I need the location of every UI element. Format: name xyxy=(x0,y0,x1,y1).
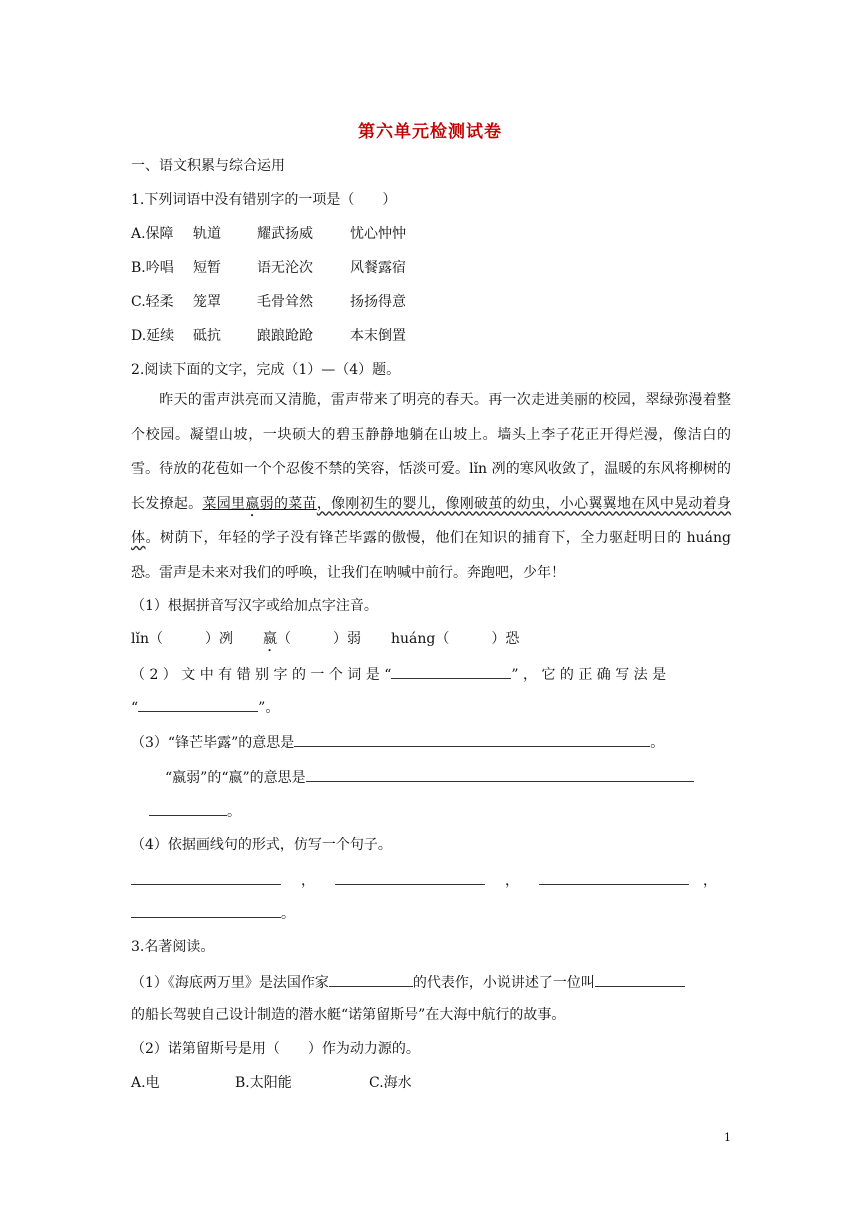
sub-question-4-blanks-cont xyxy=(131,903,295,924)
sub2-text: ” ， 它 的 正 确 写 法 是 xyxy=(511,667,667,683)
question-1-option-a xyxy=(131,224,406,244)
underlined-text: 弱的菜苗 xyxy=(259,495,317,512)
question-1-option-d xyxy=(131,326,406,346)
option-word: 本末倒置 xyxy=(350,328,406,344)
q3-text: （1）《海底两万里》是法国作家 xyxy=(131,975,329,991)
option-word: 轨道 xyxy=(193,226,221,242)
question-3-sub1 xyxy=(131,972,685,993)
option-letter: C.轻柔 xyxy=(131,294,174,310)
option-word: 语无沦次 xyxy=(257,260,313,276)
option-letter: B.吟唱 xyxy=(131,260,174,276)
question-1-stem: 1.下列词语中没有错别字的一项是（ ） xyxy=(131,192,397,208)
sub2-text: （ 2 ） 文 中 有 错 别 字 的 一 个 词 是 “ xyxy=(131,667,392,683)
sub-question-3 xyxy=(131,732,664,753)
sub-question-3b-cont xyxy=(149,801,241,822)
question-3-options xyxy=(131,1073,412,1093)
reading-passage xyxy=(131,383,731,590)
option-a: A.电 xyxy=(131,1075,160,1091)
answer-blank[interactable] xyxy=(294,732,650,747)
answer-blank[interactable] xyxy=(306,767,694,782)
sub-question-2-cont xyxy=(131,697,279,718)
answer-blank[interactable] xyxy=(595,972,685,987)
option-word: 耀武扬威 xyxy=(257,226,313,242)
quote-close: ”。 xyxy=(258,700,280,716)
passage-text: 昨天的雷声洪亮而又清脆，雷声带来了明亮的春天。再一次走进美丽的校园，翠绿弥漫着整个校园。凝望山坡，一块硕大的碧玉静静地躺在山坡上。墙头上李子花正开得烂漫，像洁白的雪。待放的花苞如一个个忍俊不禁的笑容，恬淡可爱。lǐn 冽的寒风收敛了，温暖的东风将柳树的长发撩起。 xyxy=(131,392,731,512)
answer-blank[interactable] xyxy=(138,697,258,712)
sub-question-4: （4）依据画线句的形式，仿写一个句子。 xyxy=(131,837,392,853)
comma: ， xyxy=(703,873,717,889)
option-word: 毛骨耸然 xyxy=(257,294,313,310)
question-3-sub1-cont: 的船长驾驶自己设计制造的潜水艇“诺第留斯号”在大海中航行的故事。 xyxy=(131,1007,566,1023)
option-letter: D.延续 xyxy=(131,328,175,344)
dotted-char: 嬴 xyxy=(262,631,277,647)
option-letter: A.保障 xyxy=(131,226,174,242)
sub-question-2 xyxy=(131,664,666,685)
wavy-underlined-sentence: ，像刚初生的婴儿，像刚破茧的幼虫，小心翼翼地在风中晃动着身体 xyxy=(131,495,732,546)
sub-question-1: （1）根据拼音写汉字或给加点字注音。 xyxy=(131,598,378,614)
option-word: 砥抗 xyxy=(193,328,221,344)
answer-blank[interactable] xyxy=(335,870,485,885)
q3-text: 的代表作，小说讲述了一位叫 xyxy=(412,975,595,991)
answer-blank[interactable] xyxy=(539,870,689,885)
question-2-stem: 2.阅读下面的文字，完成（1）—（4）题。 xyxy=(131,362,401,378)
blank-huang[interactable]: huáng（ ）恐 xyxy=(390,631,520,647)
question-3-stem: 3.名著阅读。 xyxy=(131,939,215,955)
sub-question-4-blanks xyxy=(131,870,717,891)
answer-blank[interactable] xyxy=(391,664,511,679)
answer-blank[interactable] xyxy=(149,801,227,816)
option-word: 笼罩 xyxy=(193,294,221,310)
option-b: B.太阳能 xyxy=(235,1075,292,1091)
page-number: 1 xyxy=(724,1131,731,1144)
sub3b-text: “嬴弱”的“嬴”的意思是 xyxy=(165,770,306,786)
option-word: 忧心忡忡 xyxy=(350,226,406,242)
option-word: 风餐露宿 xyxy=(350,260,406,276)
comma: ， xyxy=(505,873,519,889)
answer-blank[interactable] xyxy=(329,972,413,987)
blank-lin[interactable]: lǐn（ ）冽 xyxy=(131,631,233,647)
question-1-option-c xyxy=(131,292,406,312)
section-heading: 一、语文积累与综合运用 xyxy=(131,158,285,174)
answer-blank[interactable] xyxy=(131,870,281,885)
option-c: C.海水 xyxy=(369,1075,412,1091)
passage-text: 。树荫下，年轻的学子没有锋芒毕露的傲慢，他们在知识的捕育下，全力驱赶明日的 huáng 恐。雷声是未来对我们的呼唤，让我们在呐喊中前行。奔跑吧，少年！ xyxy=(131,530,732,581)
dotted-char: 嬴 xyxy=(245,495,260,512)
sub-question-3b xyxy=(165,767,694,788)
page-title: 第六单元检测试卷 xyxy=(358,122,502,142)
sub3-text: （3）“锋芒毕露”的意思是 xyxy=(131,735,295,751)
underlined-text: 菜园里 xyxy=(202,495,246,512)
sub-question-1-blanks xyxy=(131,629,519,655)
blank-lei[interactable]: （ ）弱 xyxy=(276,631,361,647)
comma: ， xyxy=(301,873,315,889)
answer-blank[interactable] xyxy=(131,903,281,918)
period: 。 xyxy=(281,906,295,922)
question-1-option-b xyxy=(131,258,406,278)
option-word: 扬扬得意 xyxy=(350,294,406,310)
sub3-end: 。 xyxy=(650,735,665,751)
option-word: 短暂 xyxy=(193,260,221,276)
option-word: 踉踉跄跄 xyxy=(257,328,313,344)
quote-open: “ xyxy=(131,700,139,716)
period: 。 xyxy=(227,804,241,820)
question-3-sub2: （2）诺第留斯号是用（ ）作为动力源的。 xyxy=(131,1041,420,1057)
